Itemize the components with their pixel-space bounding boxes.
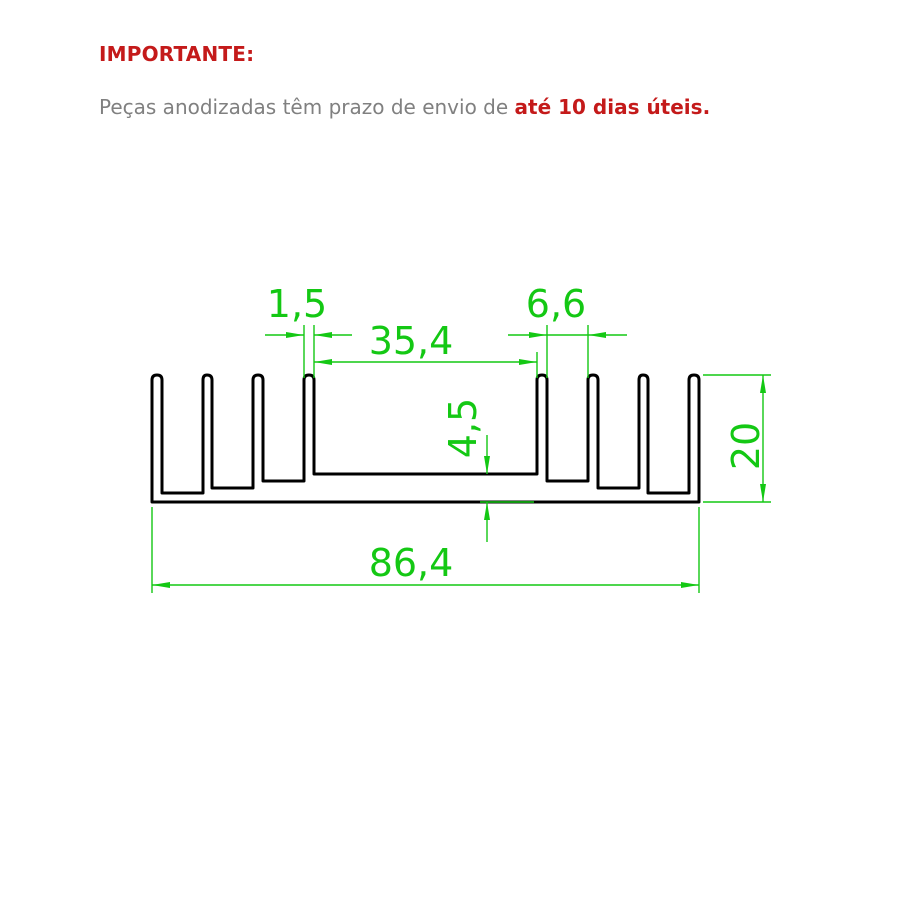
dimension-total-width (152, 507, 699, 593)
notice-highlight: até 10 dias úteis. (514, 95, 711, 119)
dimension-label-height: 20 (724, 421, 768, 471)
dimension-height (703, 375, 771, 502)
dimension-center-channel (314, 319, 537, 378)
dimension-label-center-channel: 35,4 (368, 319, 454, 363)
heatsink-profile-outline (152, 375, 699, 502)
dimension-label-total-width: 86,4 (368, 541, 454, 585)
dimension-label-fin-thickness: 1,5 (266, 282, 328, 326)
dimension-label-base-thickness: 4,5 (441, 397, 485, 459)
dimension-fin-thickness (265, 282, 352, 378)
notice-title: IMPORTANTE: (99, 42, 255, 66)
notice-text-body: Peças anodizadas têm prazo de envio de (99, 95, 515, 119)
dimension-label-fin-pitch: 6,6 (525, 282, 587, 326)
dimension-base-thickness (441, 398, 534, 542)
